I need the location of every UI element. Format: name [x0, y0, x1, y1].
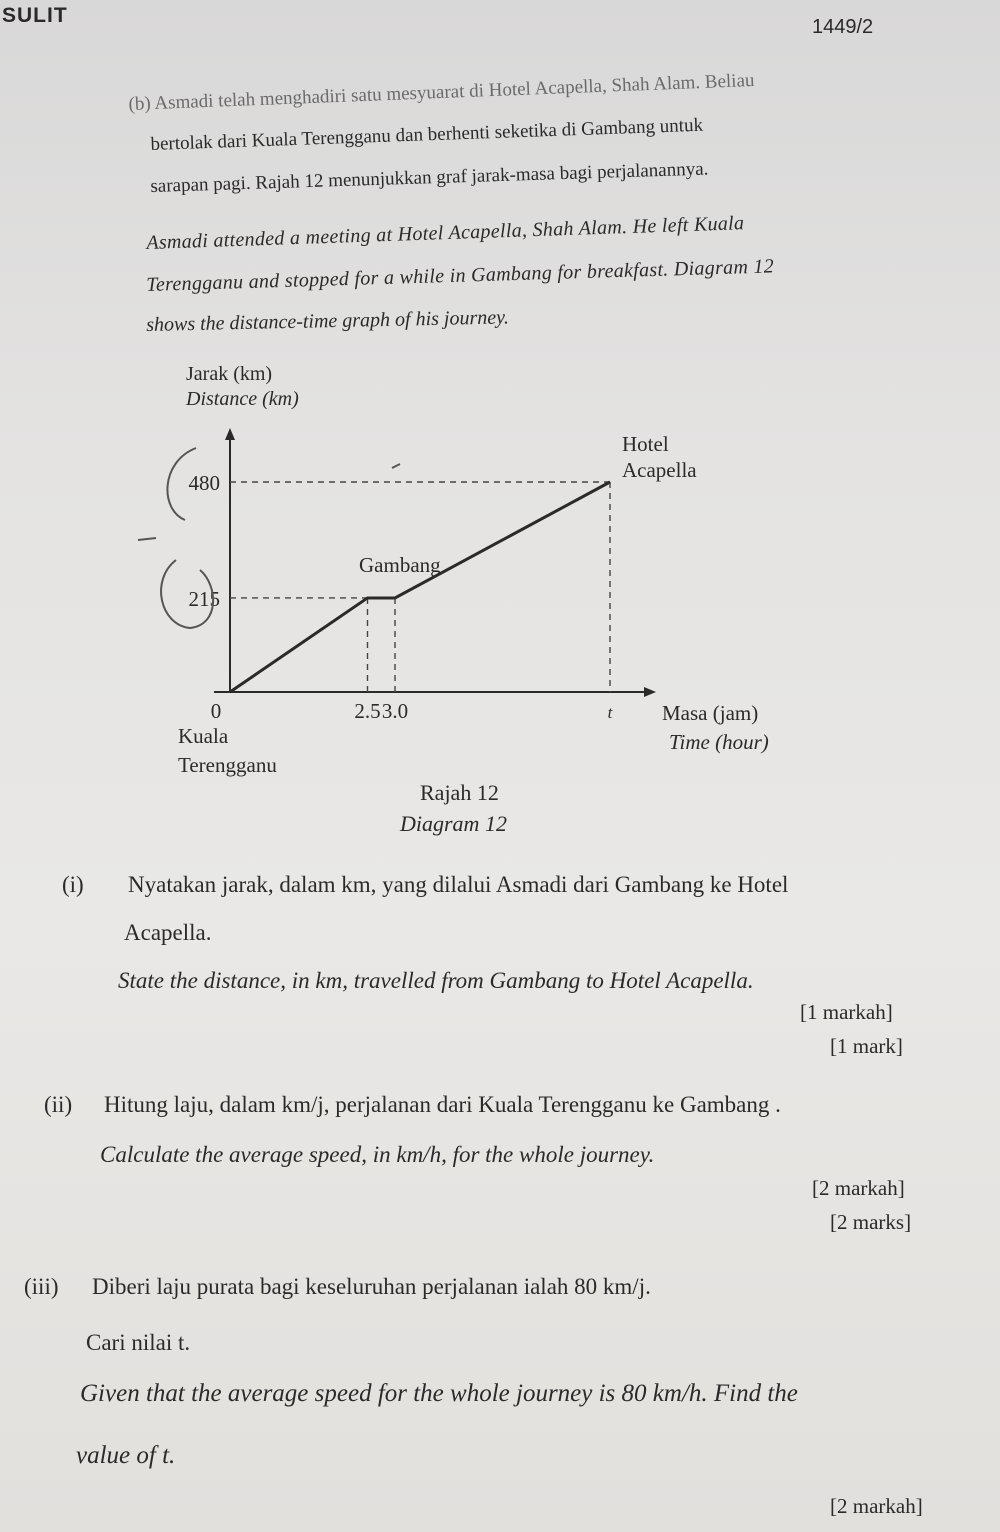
intro-malay-line-1: (b) Asmadi telah menghadiri satu mesyuarat di Hotel Acapella, Shah Alam. Beliau — [128, 69, 755, 115]
intro-english-line-2: Terengganu and stopped for a while in Gambang for breakfast. Diagram 12 — [146, 255, 775, 296]
y-axis-arrow — [225, 428, 235, 440]
x-axis-arrow — [644, 687, 656, 697]
annotation-origin-line-1: Kuala — [178, 724, 229, 748]
question-3-malay-line-1: Diberi laju purata bagi keseluruhan perjalanan ialah 80 km/j. — [92, 1274, 651, 1299]
x-tick-3-0: 3.0 — [381, 699, 409, 723]
question-1-malay-line-2: Acapella. — [124, 920, 212, 945]
intro-english-line-1: Asmadi attended a meeting at Hotel Acapella, Shah Alam. He left Kuala — [146, 212, 745, 254]
header-sulit: SULIT — [2, 4, 68, 27]
intro-malay-line-3: sarapan pagi. Rajah 12 menunjukkan graf jarak-masa bagi perjalanannya. — [150, 158, 709, 197]
x-tick-2-5: 2.5 — [354, 699, 381, 723]
question-1-malay-line-1: Nyatakan jarak, dalam km, yang dilalui Asmadi dari Gambang ke Hotel — [128, 872, 789, 897]
question-2-english: Calculate the average speed, in km/h, for the whole journey. — [100, 1142, 655, 1167]
header-paper-code: 1449/2 — [812, 16, 874, 38]
y-axis-label: Distance (km) — [186, 388, 299, 410]
question-2-malay: Hitung laju, dalam km/j, perjalanan dari Kuala Terengganu ke Gambang . — [104, 1092, 781, 1117]
annotation-origin-line-2: Terengganu — [178, 753, 277, 777]
y-tick-215: 215 — [188, 586, 220, 611]
question-2-number: (ii) — [44, 1092, 73, 1117]
intro-malay-line-2: bertolak dari Kuala Terengganu dan berhenti seketika di Gambang untuk — [150, 114, 704, 155]
annotation-gambang: Gambang — [359, 553, 441, 577]
question-1-number: (i) — [62, 872, 84, 897]
x-tick-t: t — [607, 703, 613, 722]
diagram-caption-malay: Rajah 12 — [420, 780, 499, 805]
question-3-marks-malay: [2 markah] — [830, 1494, 923, 1518]
annotation-hotel-line-2: Acapella — [622, 458, 697, 482]
tick-labels — [189, 471, 614, 723]
y-tick-480: 480 — [188, 471, 220, 495]
x-tick-0: 0 — [210, 699, 222, 723]
question-3-english-line-1: Given that the average speed for the whole journey is 80 km/h. Find the — [80, 1380, 798, 1407]
x-axis-label-malay: Masa (jam) — [662, 701, 759, 725]
question-3-malay-line-2: Cari nilai t. — [86, 1330, 191, 1355]
question-1-english: State the distance, in km, travelled from Gambang to Hotel Acapella. — [118, 968, 754, 993]
pencil-dash — [138, 538, 156, 540]
intro-english-line-3: shows the distance-time graph of his journey. — [146, 306, 510, 336]
diagram-caption: Diagram 12 — [400, 811, 507, 836]
pencil-tick — [392, 464, 400, 468]
question-2-marks: [2 marks] — [830, 1210, 912, 1234]
y-axis-label-malay: Jarak (km) — [186, 363, 273, 385]
question-3-number: (iii) — [24, 1274, 59, 1299]
question-1-marks: [1 mark] — [830, 1034, 903, 1058]
question-1-marks-malay: [1 markah] — [800, 1000, 893, 1024]
question-3-english-line-2: value of t. — [76, 1442, 176, 1469]
question-2-marks-malay: [2 markah] — [812, 1176, 905, 1200]
x-axis-label: Time (hour) — [669, 730, 769, 754]
annotation-hotel-line-1: Hotel — [622, 432, 669, 456]
journey-line — [230, 482, 610, 692]
